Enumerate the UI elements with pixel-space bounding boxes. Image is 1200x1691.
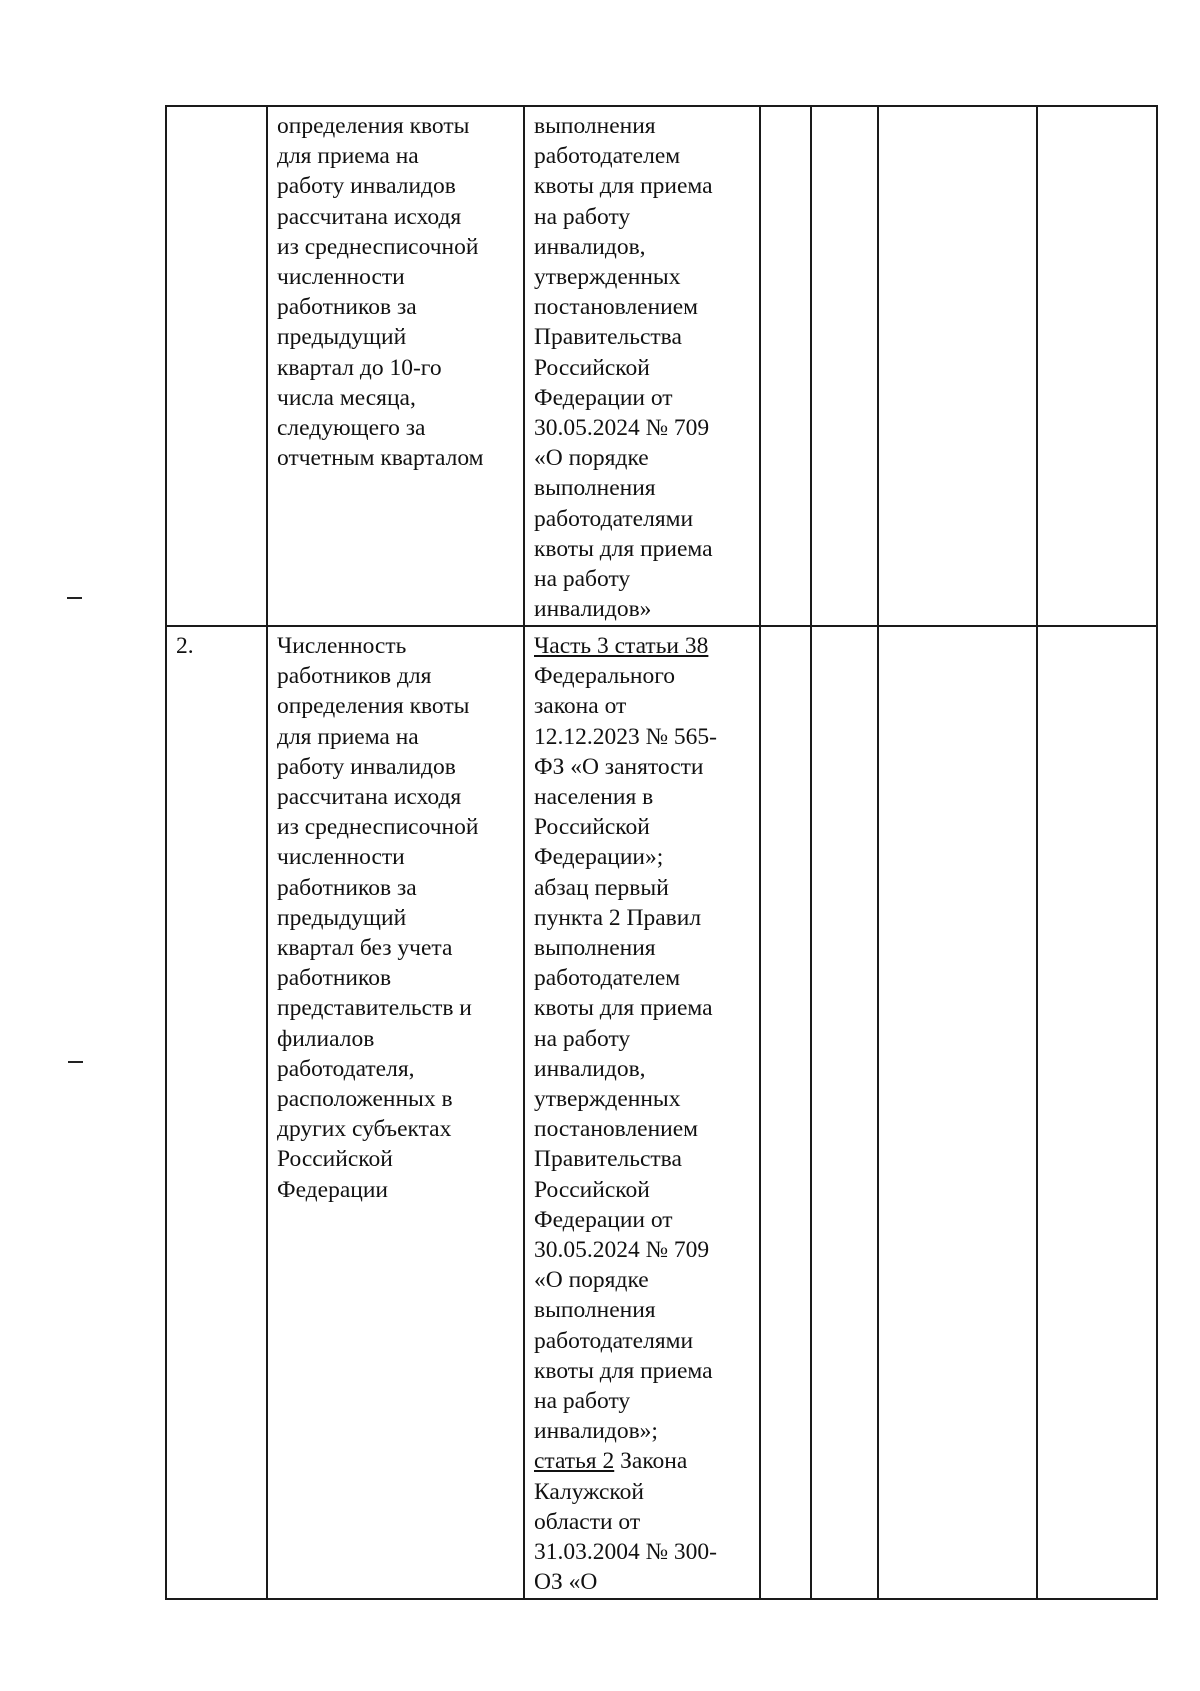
row-number: 2. [176,633,194,659]
indicator-cell [267,626,524,1599]
note-cell[interactable] [1037,626,1157,1599]
legal-basis-text: Закона Калужской области от 31.03.2004 № 300- ОЗ «О [534,1448,717,1596]
answer-not-applicable-cell[interactable] [878,106,1037,626]
row-number-cell [166,626,267,1599]
checklist-table [165,105,1158,1600]
legal-link[interactable]: Часть 3 статьи 38 [534,633,709,659]
answer-yes-cell[interactable] [760,106,811,626]
legal-link[interactable]: статья 2 [534,1448,615,1475]
answer-not-applicable-cell[interactable] [878,626,1037,1599]
answer-no-cell[interactable] [811,106,878,626]
legal-basis-cell [524,626,760,1599]
answer-no-cell[interactable] [811,626,878,1599]
indicator-text: Численность работников для определения квоты для приема на работу инвалидов рассчитана исходя из среднесписочной численности работников за предыдущий квартал без учета работников представительств и филиалов работодателя, расположенных в других субъектах Российской Федерации [277,633,479,1203]
scan-mark [68,1061,83,1063]
legal-basis-text: выполнения работодателем квоты для приема на работу инвалидов, утвержденных постановлением Правительства Российской Федерации от 30.05.2024 № 709 «О порядке выполнения работодателями квоты для приема на работу инвалидов» [534,113,713,623]
answer-yes-cell[interactable] [760,626,811,1599]
row-number-cell [166,106,267,626]
scan-mark [67,597,82,599]
note-cell[interactable] [1037,106,1157,626]
table-row [166,106,1157,626]
indicator-cell [267,106,524,626]
table-row [166,626,1157,1599]
legal-basis-cell [524,106,760,626]
legal-basis-text: Федерального закона от 12.12.2023 № 565- ФЗ «О занятости населения в Российской Федерации»; абзац первый пункта 2 Правил выполнения работодателем квоты для приема на работу инвалидов, утвержденных постановлением Правительства Российской Федерации от 30.05.2024 № 709 «О порядке выполнения работодателями квоты для приема на работу инвалидов»; [534,663,717,1445]
indicator-text: определения квоты для приема на работу инвалидов рассчитана исходя из среднесписочной численности работников за предыдущий квартал до 10-го числа месяца, следующего за отчетным кварталом [277,113,484,472]
